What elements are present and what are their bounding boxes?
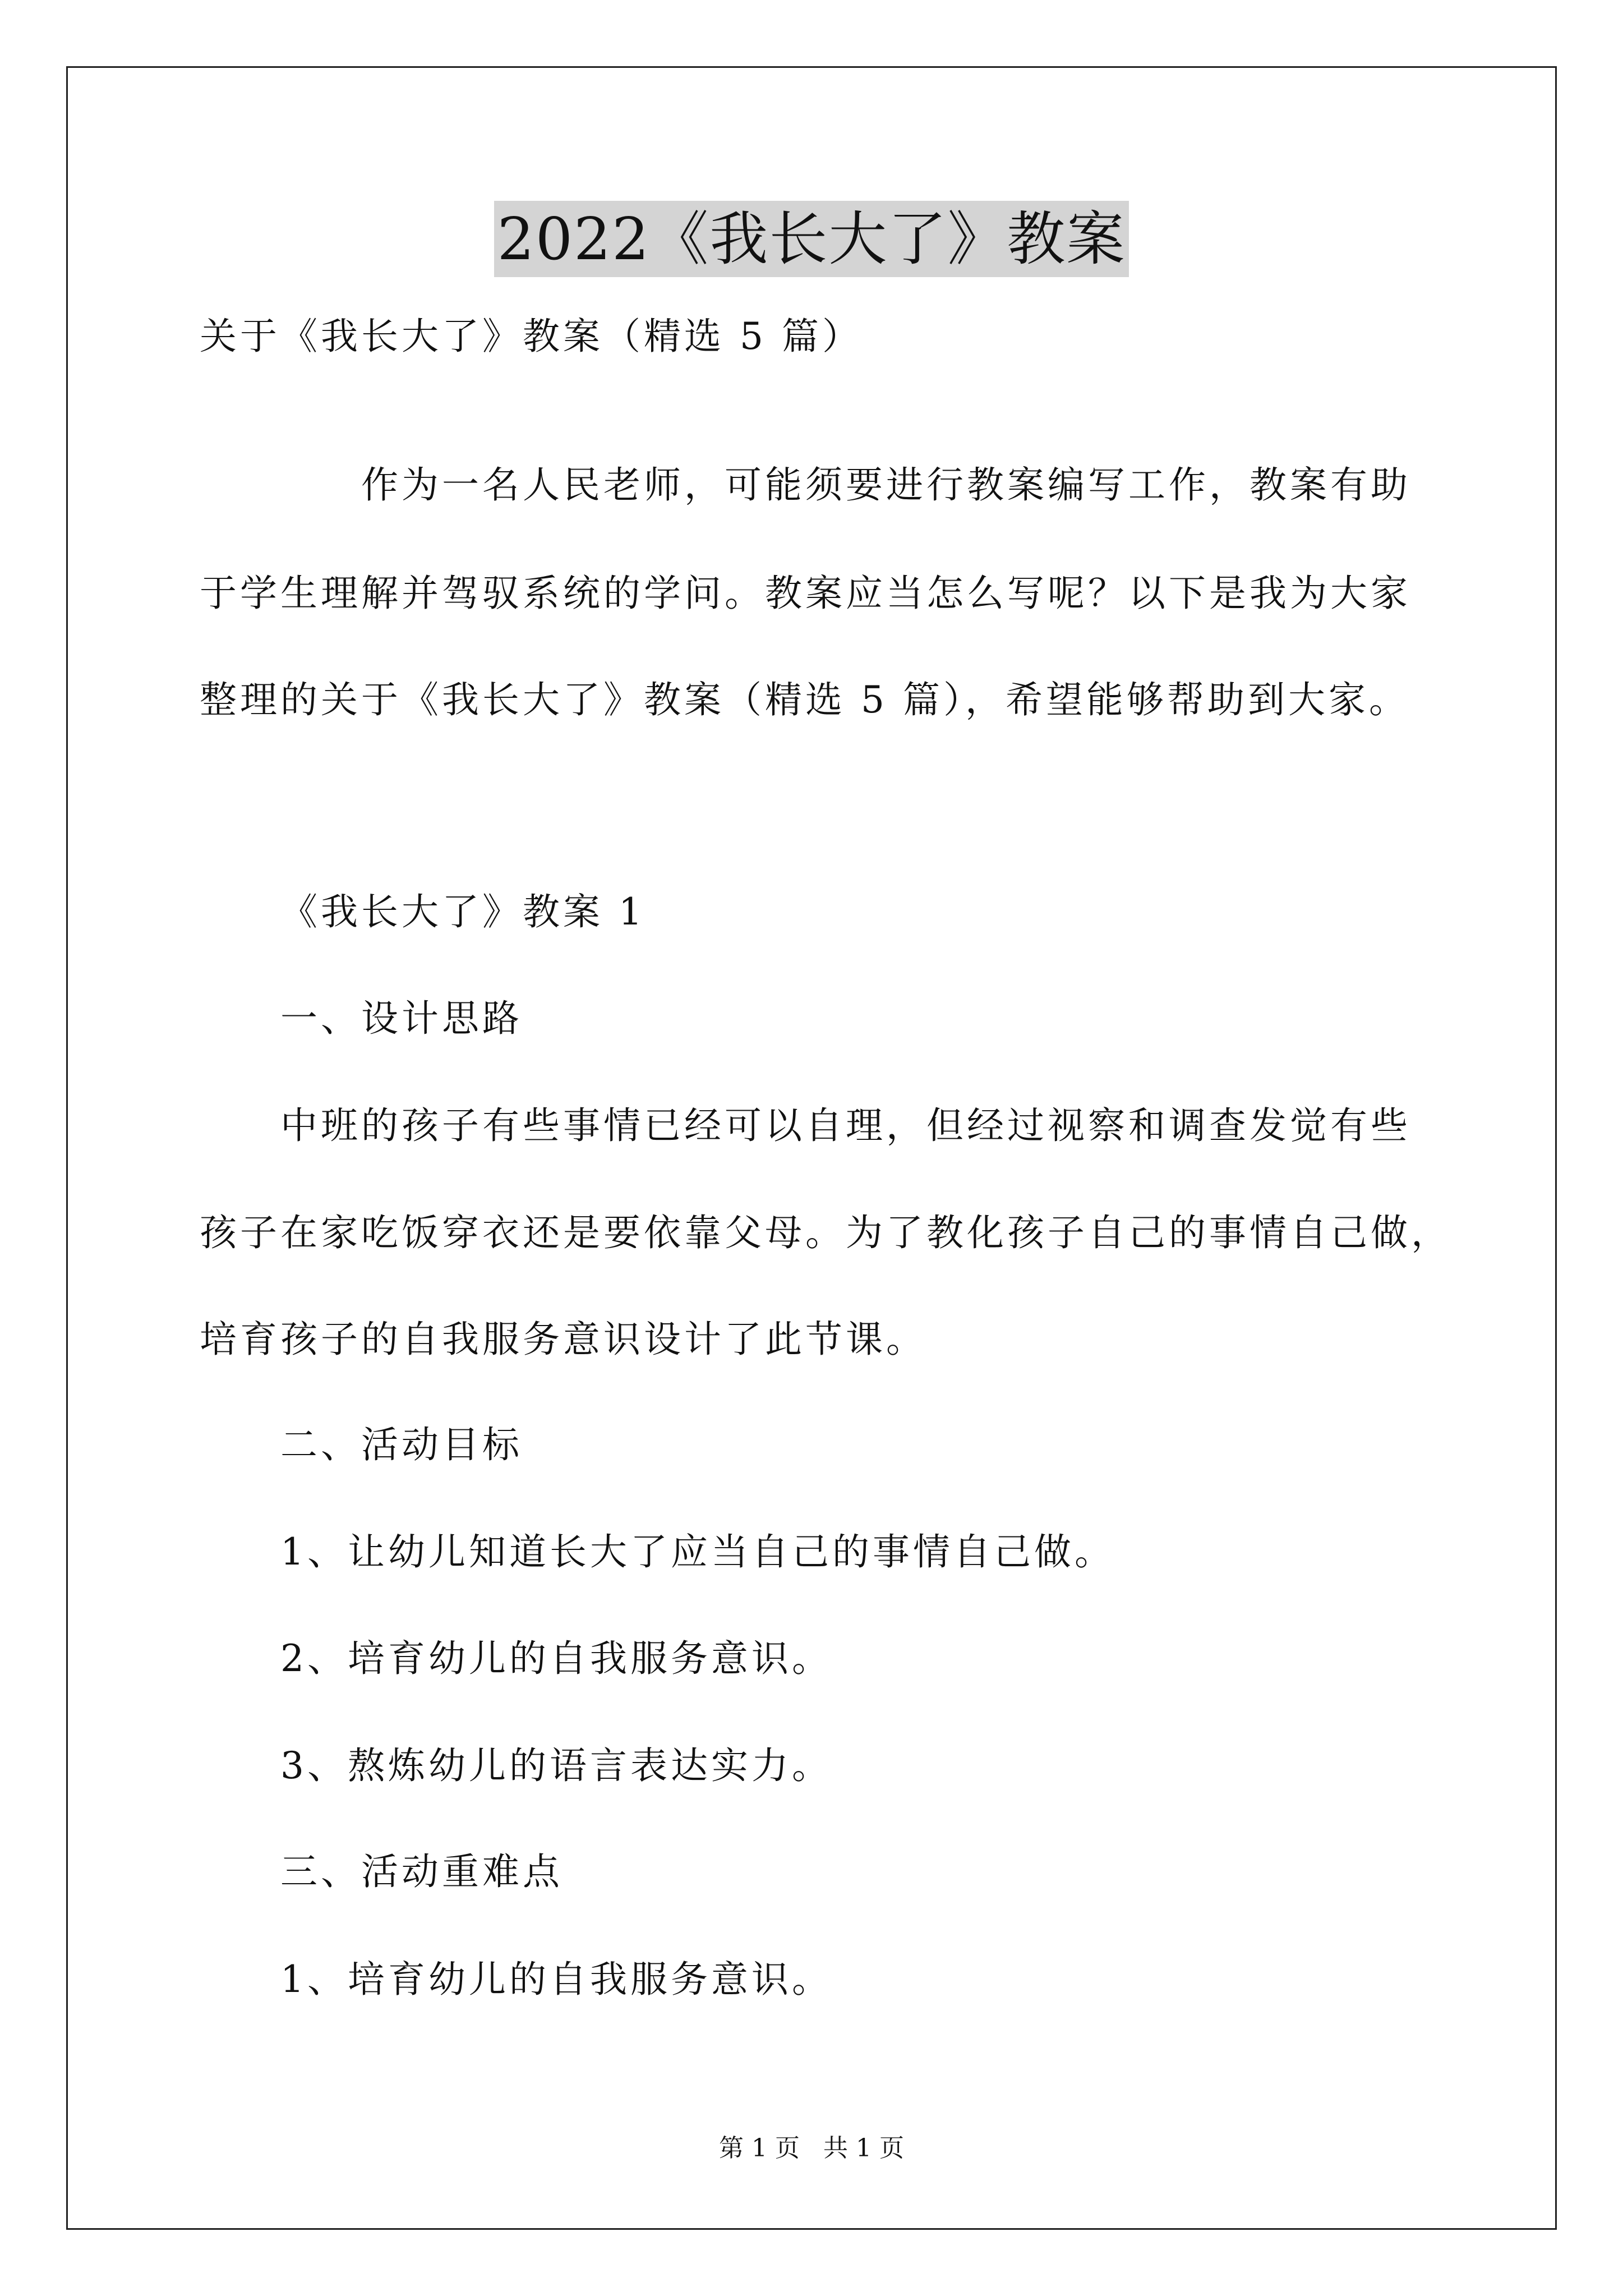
document-title: 2022《我长大了》教案 <box>494 201 1129 277</box>
design-line-2: 孩子在家吃饭穿衣还是要依靠父母。为了教化孩子自己的事情自己做， <box>200 1211 1451 1254</box>
title-container <box>0 201 1623 277</box>
goal-item-3: 3、熬炼幼儿的语言表达实力。 <box>280 1744 832 1787</box>
key-points-heading: 三、活动重难点 <box>280 1850 563 1893</box>
section-heading: 《我长大了》教案 1 <box>280 890 645 933</box>
design-line-1: 中班的孩子有些事情已经可以自理，但经过视察和调查发觉有些 <box>280 1104 1411 1147</box>
intro-line-2: 于学生理解并驾驭系统的学问。教案应当怎么写呢？以下是我为大家 <box>200 572 1411 615</box>
goals-heading: 二、活动目标 <box>280 1423 523 1466</box>
intro-line-1: 作为一名人民老师，可能须要进行教案编写工作，教案有助 <box>361 463 1411 507</box>
goal-item-2: 2、培育幼儿的自我服务意识。 <box>280 1637 832 1680</box>
design-heading: 一、设计思路 <box>280 997 523 1040</box>
key-point-item-1: 1、培育幼儿的自我服务意识。 <box>280 1958 832 2001</box>
document-subtitle: 关于《我长大了》教案（精选 5 篇） <box>200 315 863 358</box>
goal-item-1: 1、让幼儿知道长大了应当自己的事情自己做。 <box>280 1530 1115 1573</box>
design-line-3: 培育孩子的自我服务意识设计了此节课。 <box>200 1318 926 1361</box>
intro-line-3: 整理的关于《我长大了》教案（精选 5 篇），希望能够帮助到大家。 <box>200 678 1409 721</box>
page-footer: 第 1 页 共 1 页 <box>719 2134 904 2162</box>
